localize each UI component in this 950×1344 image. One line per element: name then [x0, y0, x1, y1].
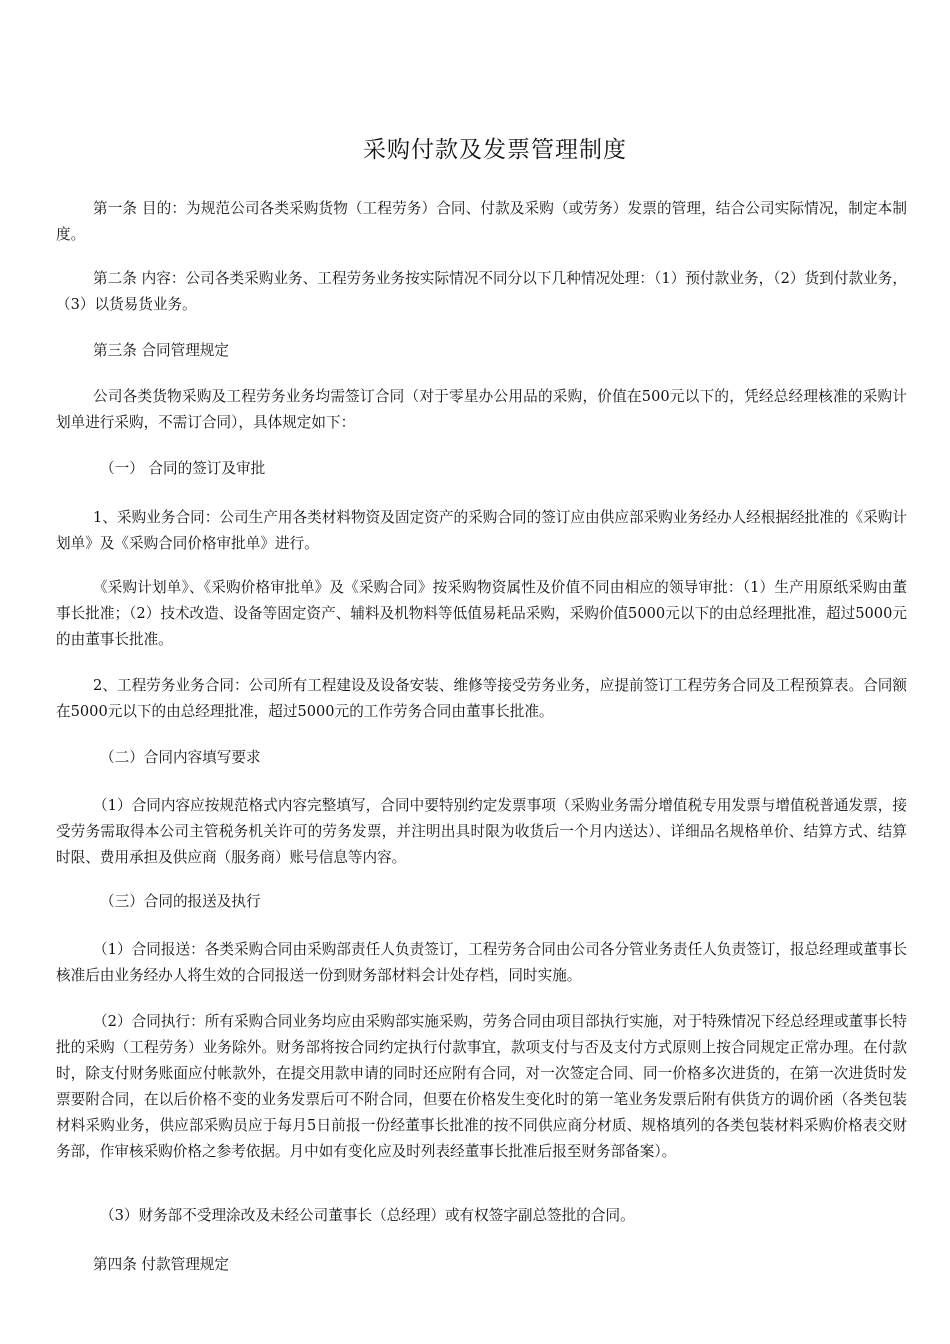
purchase-contract-paragraph: 1、采购业务合同：公司生产用各类材料物资及固定资产的采购合同的签订应由供应部采购业务经办人经根据经批准的《采购计划单》及《采购合同价格审批单》进行。	[56, 509, 907, 552]
labor-contract-paragraph: 2、工程劳务业务合同：公司所有工程建设及设备安装、维修等接受劳务业务，应提前签订工程劳务合同及工程预算表。合同额在5000元以下的由总经理批准，超过5000元的工作劳务合同由董事长批准。	[56, 677, 907, 720]
contract-intro-paragraph: 公司各类货物采购及工程劳务业务均需签订合同（对于零星办公用品的采购，价值在500元以下的，凭经总经理核准的采购计划单进行采购，不需订合同），具体规定如下：	[56, 388, 907, 431]
contract-execution-paragraph: （2）合同执行：所有采购合同业务均应由采购部实施采购，劳务合同由项目部执行实施，对于特殊情况下经总经理或董事长特批的采购（工程劳务）业务除外。财务部将按合同约定执行付款事宜，款项支付与否及支付方式原则上按合同规定正常办理。在付款时，除支付财务账面应付帐款外，在提交用款申请的同时还应附有合同，对一次签定合同、同一价格多次进货的，在第一次进货时发票要附合同，在以后价格不变的业务发票后可不附合同，但要在价格发生变化时的第一笔业务发票后附有供货方的调价函（各类包装材料采购业务，供应部采购员应于每月5日前报一份经董事长批准的按不同供应商分材质、规格填列的各类包装材料采购价格表交财务部，作审核采购价格之参考依据。月中如有变化应及时列表经董事长批准后报至财务部备案）。	[56, 1013, 907, 1160]
contract-submission-paragraph: （1）合同报送：各类采购合同由采购部责任人负责签订，工程劳务合同由公司各分管业务责任人负责签订，报总经理或董事长核准后由业务经办人将生效的合同报送一份到财务部材料会计处存档，同时实施。	[56, 941, 907, 984]
article-3-heading: 第三条 合同管理规定	[93, 342, 229, 359]
finance-rejection-paragraph: （3）财务部不受理涂改及未经公司董事长（总经理）或有权签字副总签批的合同。	[100, 1207, 635, 1224]
article-1-paragraph: 第一条 目的：为规范公司各类采购货物（工程劳务）合同、付款及采购（或劳务）发票的管理，结合公司实际情况，制定本制度。	[56, 200, 907, 243]
section-2-heading: （二）合同内容填写要求	[100, 749, 261, 766]
contract-content-paragraph: （1）合同内容应按规范格式内容完整填写，合同中要特别约定发票事项（采购业务需分增值税专用发票与增值税普通发票，接受劳务需取得本公司主管税务机关许可的劳务发票，并注明出具时限为收货后一个月内送达）、详细品名规格单价、结算方式、结算时限、费用承担及供应商（服务商）账号信息等内容。	[56, 797, 907, 866]
section-1-heading: （一） 合同的签订及审批	[100, 460, 266, 477]
document-title: 采购付款及发票管理制度	[363, 137, 627, 163]
approval-rules-paragraph: 《采购计划单》、《采购价格审批单》及《采购合同》按采购物资属性及价值不同由相应的领导审批：（1）生产用原纸采购由董事长批准；（2）技术改造、设备等固定资产、辅料及机物料等低值易耗品采购，采购价值5000元以下的由总经理批准，超过5000元的由董事长批准。	[56, 579, 907, 648]
section-3-heading: （三）合同的报送及执行	[100, 893, 261, 910]
article-4-heading: 第四条 付款管理规定	[93, 1256, 229, 1273]
article-2-paragraph: 第二条 内容：公司各类采购业务、工程劳务业务按实际情况不同分以下几种情况处理：（1）预付款业务，（2）货到付款业务，（3）以货易货业务。	[56, 270, 907, 313]
